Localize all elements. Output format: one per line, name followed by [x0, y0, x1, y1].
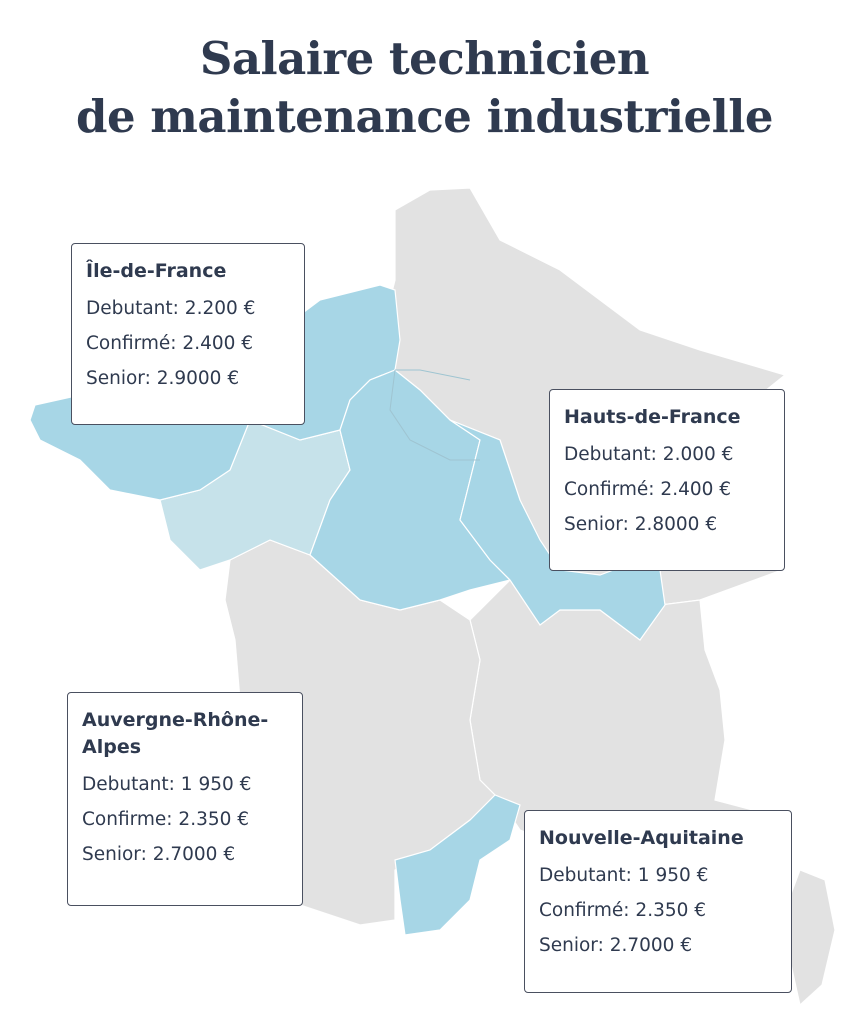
- title-line-1: Salaire technicien: [199, 32, 650, 85]
- salary-row-debutant: Debutant: 2.000 €: [564, 444, 734, 465]
- salary-row-debutant: Debutant: 2.200 €: [86, 298, 256, 319]
- salary-row-senior: Senior: 2.9000 €: [86, 368, 240, 389]
- salary-row-senior: Senior: 2.7000 €: [82, 844, 236, 865]
- card-nouvelle-aquitaine: [524, 810, 792, 993]
- salary-row-debutant: Debutant: 1 950 €: [82, 774, 252, 795]
- card-ile-de-france: [71, 243, 305, 425]
- salary-row-confirme: Confirme: 2.350 €: [82, 809, 250, 830]
- salary-row-senior: Senior: 2.8000 €: [564, 514, 718, 535]
- salary-row-debutant: Debutant: 1 950 €: [539, 865, 709, 886]
- card-hauts-de-france: [549, 389, 785, 571]
- region-name: Auvergne-Rhône- Alpes: [82, 709, 269, 758]
- region-name: Nouvelle-Aquitaine: [539, 827, 744, 849]
- salary-row-confirme: Confirmé: 2.400 €: [86, 333, 254, 354]
- salary-row-senior: Senior: 2.7000 €: [539, 935, 693, 956]
- card-auvergne-rhone-alpes: [67, 692, 303, 906]
- salary-row-confirme: Confirmé: 2.350 €: [539, 900, 707, 921]
- title-line-2: de maintenance industrielle: [76, 90, 773, 143]
- region-name: Île-de-France: [86, 260, 227, 282]
- salary-row-confirme: Confirmé: 2.400 €: [564, 479, 732, 500]
- region-name: Hauts-de-France: [564, 406, 741, 428]
- region-corsica: [785, 870, 835, 1005]
